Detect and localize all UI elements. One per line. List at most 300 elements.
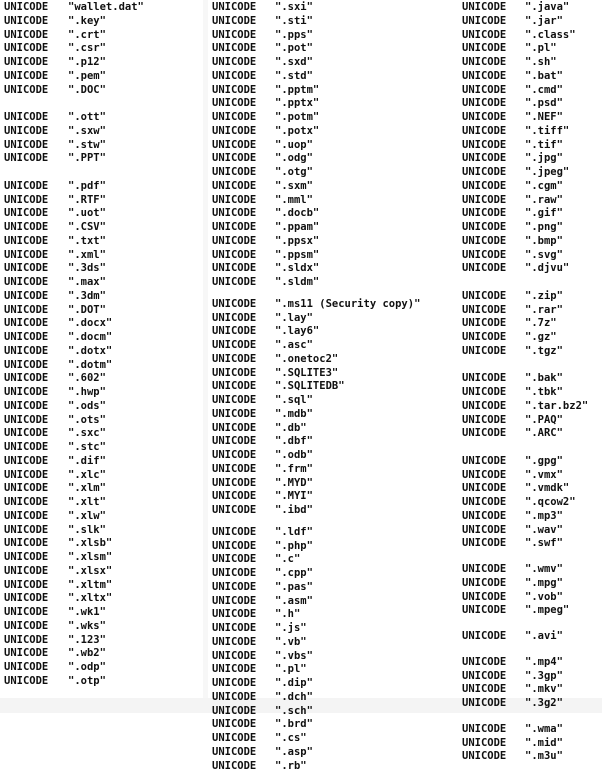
string-value: ".tiff" (525, 125, 569, 139)
string-row (4, 400, 203, 414)
string-value: ".gif" (525, 207, 563, 221)
string-type-label: UNICODE (212, 152, 275, 166)
string-type-label: UNICODE (4, 125, 68, 139)
string-type-label: UNICODE (462, 656, 525, 670)
string-row (462, 180, 602, 194)
string-row (212, 705, 458, 719)
string-row (212, 339, 458, 353)
string-type-label: UNICODE (212, 608, 275, 622)
string-type-label: UNICODE (462, 577, 525, 591)
string-value: ".pptm" (275, 84, 319, 98)
string-value: ".sxc" (68, 427, 106, 441)
string-value: ".ppsm" (275, 249, 319, 263)
string-row (4, 469, 203, 483)
string-row (462, 262, 602, 276)
string-list (458, 0, 602, 764)
string-type-label: UNICODE (212, 449, 275, 463)
string-row (462, 537, 602, 551)
string-value: ".mkv" (525, 683, 563, 697)
string-value: ".wav" (525, 524, 563, 538)
string-value: ".xlm" (68, 482, 106, 496)
string-row (212, 221, 458, 235)
string-value: ".ARC" (525, 427, 563, 441)
string-type-label: UNICODE (4, 1, 68, 15)
string-value: ".bmp" (525, 235, 563, 249)
string-row (212, 567, 458, 581)
string-type-label: UNICODE (462, 427, 525, 441)
string-value: ".123" (68, 634, 106, 648)
string-type-label: UNICODE (462, 97, 525, 111)
string-value: ".djvu" (525, 262, 569, 276)
string-row (212, 463, 458, 477)
string-value: ".uot" (68, 207, 106, 221)
string-row (462, 372, 602, 386)
string-value: ".mdb" (275, 408, 313, 422)
string-value: ".mml" (275, 194, 313, 208)
string-value: ".bak" (525, 372, 563, 386)
string-value: ".brd" (275, 718, 313, 732)
string-value: ".mid" (525, 737, 563, 751)
string-row (462, 656, 602, 670)
string-value: ".ms11 (Security copy)" (275, 298, 420, 312)
string-type-label: UNICODE (212, 567, 275, 581)
string-type-label: UNICODE (462, 455, 525, 469)
string-row (4, 180, 203, 194)
string-row (4, 414, 203, 428)
string-type-label: UNICODE (4, 592, 68, 606)
string-row (462, 42, 602, 56)
string-type-label: UNICODE (4, 180, 68, 194)
string-value: ".MYI" (275, 490, 313, 504)
string-row (462, 670, 602, 684)
string-type-label: UNICODE (4, 194, 68, 208)
string-value: ".tif" (525, 139, 563, 153)
string-value: ".tbk" (525, 386, 563, 400)
string-value: ".db" (275, 422, 307, 436)
string-row (212, 449, 458, 463)
string-row (212, 435, 458, 449)
string-type-label: UNICODE (212, 56, 275, 70)
string-value: ".dif" (68, 455, 106, 469)
string-row (4, 359, 203, 373)
string-row (462, 235, 602, 249)
string-value: ".cmd" (525, 84, 563, 98)
string-type-label: UNICODE (212, 636, 275, 650)
string-value: ".docb" (275, 207, 319, 221)
group-spacer (462, 441, 602, 455)
string-value: ".jpeg" (525, 166, 569, 180)
string-row (4, 496, 203, 510)
string-value: ".swf" (525, 537, 563, 551)
string-value: ".mp4" (525, 656, 563, 670)
string-type-label: UNICODE (462, 482, 525, 496)
string-row (4, 441, 203, 455)
strings-column-3 (458, 0, 602, 698)
string-type-label: UNICODE (4, 469, 68, 483)
string-value: ".sldx" (275, 262, 319, 276)
string-value: ".p12" (68, 56, 106, 70)
string-value: ".ppsx" (275, 235, 319, 249)
string-type-label: UNICODE (4, 345, 68, 359)
string-row (462, 723, 602, 737)
string-row (4, 386, 203, 400)
string-row (4, 290, 203, 304)
string-row (462, 510, 602, 524)
string-type-label: UNICODE (4, 290, 68, 304)
string-type-label: UNICODE (212, 581, 275, 595)
string-type-label: UNICODE (462, 697, 525, 711)
string-value: ".sti" (275, 15, 313, 29)
string-row (4, 592, 203, 606)
string-type-label: UNICODE (462, 414, 525, 428)
string-row (462, 750, 602, 764)
string-row (462, 70, 602, 84)
string-type-label: UNICODE (212, 380, 275, 394)
string-row (4, 455, 203, 469)
string-row (4, 221, 203, 235)
string-type-label: UNICODE (462, 249, 525, 263)
string-type-label: UNICODE (4, 510, 68, 524)
string-type-label: UNICODE (4, 386, 68, 400)
string-type-label: UNICODE (212, 663, 275, 677)
string-row (4, 675, 203, 689)
string-type-label: UNICODE (4, 372, 68, 386)
string-value: ".java" (525, 1, 569, 15)
string-value: ".ods" (68, 400, 106, 414)
string-row (4, 647, 203, 661)
string-value: ".raw" (525, 194, 563, 208)
string-type-label: UNICODE (462, 400, 525, 414)
string-type-label: UNICODE (212, 504, 275, 518)
string-row (462, 414, 602, 428)
string-value: ".dip" (275, 677, 313, 691)
string-value: ".xlt" (68, 496, 106, 510)
string-row (462, 563, 602, 577)
string-row (4, 510, 203, 524)
string-type-label: UNICODE (212, 732, 275, 746)
string-type-label: UNICODE (4, 606, 68, 620)
string-type-label: UNICODE (462, 331, 525, 345)
string-row (212, 408, 458, 422)
string-type-label: UNICODE (462, 235, 525, 249)
string-row (4, 70, 203, 84)
string-type-label: UNICODE (212, 408, 275, 422)
string-row (212, 15, 458, 29)
string-type-label: UNICODE (4, 42, 68, 56)
string-value: ".uop" (275, 139, 313, 153)
string-row (212, 608, 458, 622)
string-row (212, 394, 458, 408)
string-type-label: UNICODE (462, 510, 525, 524)
string-type-label: UNICODE (212, 249, 275, 263)
string-row (212, 262, 458, 276)
string-type-label: UNICODE (212, 235, 275, 249)
string-type-label: UNICODE (4, 207, 68, 221)
string-value: ".jar" (525, 15, 563, 29)
string-type-label: UNICODE (4, 304, 68, 318)
group-spacer (462, 551, 602, 563)
string-row (212, 526, 458, 540)
string-value: ".cpp" (275, 567, 313, 581)
group-spacer (462, 276, 602, 290)
string-row (4, 620, 203, 634)
string-row (4, 1, 203, 15)
string-type-label: UNICODE (462, 537, 525, 551)
string-value: ".dbf" (275, 435, 313, 449)
string-type-label: UNICODE (212, 677, 275, 691)
string-value: ".7z" (525, 317, 557, 331)
string-row (212, 139, 458, 153)
string-type-label: UNICODE (4, 262, 68, 276)
string-value: ".svg" (525, 249, 563, 263)
string-type-label: UNICODE (462, 125, 525, 139)
string-type-label: UNICODE (4, 317, 68, 331)
string-row (4, 565, 203, 579)
string-type-label: UNICODE (462, 737, 525, 751)
string-row (4, 15, 203, 29)
string-row (462, 221, 602, 235)
string-type-label: UNICODE (212, 463, 275, 477)
string-type-label: UNICODE (212, 622, 275, 636)
string-value: ".mp3" (525, 510, 563, 524)
string-row (462, 97, 602, 111)
string-type-label: UNICODE (4, 235, 68, 249)
string-row (4, 579, 203, 593)
string-value: ".otg" (275, 166, 313, 180)
string-type-label: UNICODE (212, 705, 275, 719)
string-value: ".stw" (68, 139, 106, 153)
string-type-label: UNICODE (4, 111, 68, 125)
string-value: ".wma" (525, 723, 563, 737)
string-value: ".otp" (68, 675, 106, 689)
string-row (212, 691, 458, 705)
string-row (4, 56, 203, 70)
string-value: ".sldm" (275, 276, 319, 290)
string-value: ".tar.bz2" (525, 400, 588, 414)
string-row (462, 345, 602, 359)
group-spacer (212, 290, 458, 298)
string-value: ".hwp" (68, 386, 106, 400)
group-spacer (4, 166, 203, 180)
string-row (462, 56, 602, 70)
string-type-label: UNICODE (212, 29, 275, 43)
string-type-label: UNICODE (462, 111, 525, 125)
string-row (462, 152, 602, 166)
string-type-label: UNICODE (4, 524, 68, 538)
string-type-label: UNICODE (4, 647, 68, 661)
string-row (4, 29, 203, 43)
string-row (462, 139, 602, 153)
string-value: ".dotm" (68, 359, 112, 373)
string-value: ".3ds" (68, 262, 106, 276)
string-type-label: UNICODE (212, 353, 275, 367)
string-type-label: UNICODE (212, 325, 275, 339)
string-row (4, 331, 203, 345)
string-value: ".slk" (68, 524, 106, 538)
string-row (462, 604, 602, 618)
string-value: ".CSV" (68, 221, 106, 235)
group-spacer (462, 618, 602, 630)
string-type-label: UNICODE (462, 15, 525, 29)
string-type-label: UNICODE (462, 345, 525, 359)
string-type-label: UNICODE (4, 661, 68, 675)
group-spacer (212, 518, 458, 526)
string-row (4, 634, 203, 648)
string-row (212, 718, 458, 732)
string-value: ".rar" (525, 304, 563, 318)
string-value: ".docm" (68, 331, 112, 345)
string-type-label: UNICODE (4, 249, 68, 263)
string-row (4, 304, 203, 318)
string-type-label: UNICODE (462, 70, 525, 84)
string-value: ".cs" (275, 732, 307, 746)
string-row (4, 262, 203, 276)
string-value: ".class" (525, 29, 576, 43)
string-row (212, 504, 458, 518)
string-type-label: UNICODE (462, 152, 525, 166)
group-spacer (462, 359, 602, 373)
string-value: ".xltm" (68, 579, 112, 593)
string-row (462, 482, 602, 496)
string-row (462, 683, 602, 697)
string-type-label: UNICODE (212, 125, 275, 139)
string-type-label: UNICODE (462, 469, 525, 483)
string-value: ".RTF" (68, 194, 106, 208)
string-value: ".DOC" (68, 84, 106, 98)
string-row (212, 276, 458, 290)
string-value: ".mpeg" (525, 604, 569, 618)
string-type-label: UNICODE (4, 441, 68, 455)
string-type-label: UNICODE (212, 42, 275, 56)
string-type-label: UNICODE (212, 490, 275, 504)
string-row (212, 422, 458, 436)
string-value: ".sxw" (68, 125, 106, 139)
string-row (4, 276, 203, 290)
group-spacer (4, 97, 203, 111)
string-type-label: UNICODE (212, 276, 275, 290)
string-value: ".asm" (275, 595, 313, 609)
string-type-label: UNICODE (4, 496, 68, 510)
string-value: ".gz" (525, 331, 557, 345)
string-type-label: UNICODE (462, 372, 525, 386)
string-value: ".sh" (525, 56, 557, 70)
string-type-label: UNICODE (212, 650, 275, 664)
string-type-label: UNICODE (212, 97, 275, 111)
string-type-label: UNICODE (212, 312, 275, 326)
string-row (212, 732, 458, 746)
string-row (462, 84, 602, 98)
string-row (462, 400, 602, 414)
string-value: ".SQLITEDB" (275, 380, 345, 394)
string-type-label: UNICODE (4, 620, 68, 634)
string-value: ".lay" (275, 312, 313, 326)
string-type-label: UNICODE (462, 29, 525, 43)
string-type-label: UNICODE (4, 15, 68, 29)
string-value: ".vmx" (525, 469, 563, 483)
string-row (462, 194, 602, 208)
string-value: ".NEF" (525, 111, 563, 125)
string-row (462, 15, 602, 29)
string-value: ".xlc" (68, 469, 106, 483)
string-row (462, 29, 602, 43)
strings-column-1 (0, 0, 203, 698)
string-type-label: UNICODE (212, 111, 275, 125)
string-row (462, 496, 602, 510)
string-type-label: UNICODE (4, 579, 68, 593)
string-row (462, 166, 602, 180)
string-value: ".mpg" (525, 577, 563, 591)
string-value: ".odg" (275, 152, 313, 166)
string-row (4, 551, 203, 565)
string-value: ".602" (68, 372, 106, 386)
string-value: ".3g2" (525, 697, 563, 711)
string-type-label: UNICODE (212, 435, 275, 449)
string-type-label: UNICODE (462, 563, 525, 577)
string-row (462, 427, 602, 441)
string-type-label: UNICODE (462, 723, 525, 737)
string-value: ".asc" (275, 339, 313, 353)
string-type-label: UNICODE (212, 1, 275, 15)
string-row (212, 581, 458, 595)
string-value: ".pas" (275, 581, 313, 595)
string-value: ".vbs" (275, 650, 313, 664)
string-value: ".c" (275, 553, 300, 567)
string-row (212, 111, 458, 125)
string-row (462, 697, 602, 711)
string-value: ".m3u" (525, 750, 563, 764)
string-value: ".lay6" (275, 325, 319, 339)
string-type-label: UNICODE (462, 630, 525, 644)
string-value: ".xltx" (68, 592, 112, 606)
string-row (462, 290, 602, 304)
string-row (4, 152, 203, 166)
string-row (212, 97, 458, 111)
string-value: ".xml" (68, 249, 106, 263)
string-row (212, 235, 458, 249)
string-row (212, 677, 458, 691)
string-value: ".qcow2" (525, 496, 576, 510)
string-value: ".vb" (275, 636, 307, 650)
string-value: ".sql" (275, 394, 313, 408)
string-value: ".sxm" (275, 180, 313, 194)
string-type-label: UNICODE (462, 221, 525, 235)
string-value: ".wb2" (68, 647, 106, 661)
string-type-label: UNICODE (212, 718, 275, 732)
string-row (462, 207, 602, 221)
string-value: ".PPT" (68, 152, 106, 166)
string-type-label: UNICODE (462, 304, 525, 318)
string-row (462, 1, 602, 15)
string-value: ".pps" (275, 29, 313, 43)
string-type-label: UNICODE (462, 524, 525, 538)
string-value: ".stc" (68, 441, 106, 455)
string-row (462, 737, 602, 751)
string-row (212, 650, 458, 664)
string-row (212, 29, 458, 43)
string-row (212, 56, 458, 70)
string-row (212, 540, 458, 554)
string-value: ".wmv" (525, 563, 563, 577)
string-row (212, 180, 458, 194)
string-type-label: UNICODE (212, 139, 275, 153)
string-value: ".dotx" (68, 345, 112, 359)
string-value: ".max" (68, 276, 106, 290)
string-type-label: UNICODE (4, 56, 68, 70)
string-value: ".ott" (68, 111, 106, 125)
string-type-label: UNICODE (462, 670, 525, 684)
string-value: ".key" (68, 15, 106, 29)
string-type-label: UNICODE (462, 180, 525, 194)
